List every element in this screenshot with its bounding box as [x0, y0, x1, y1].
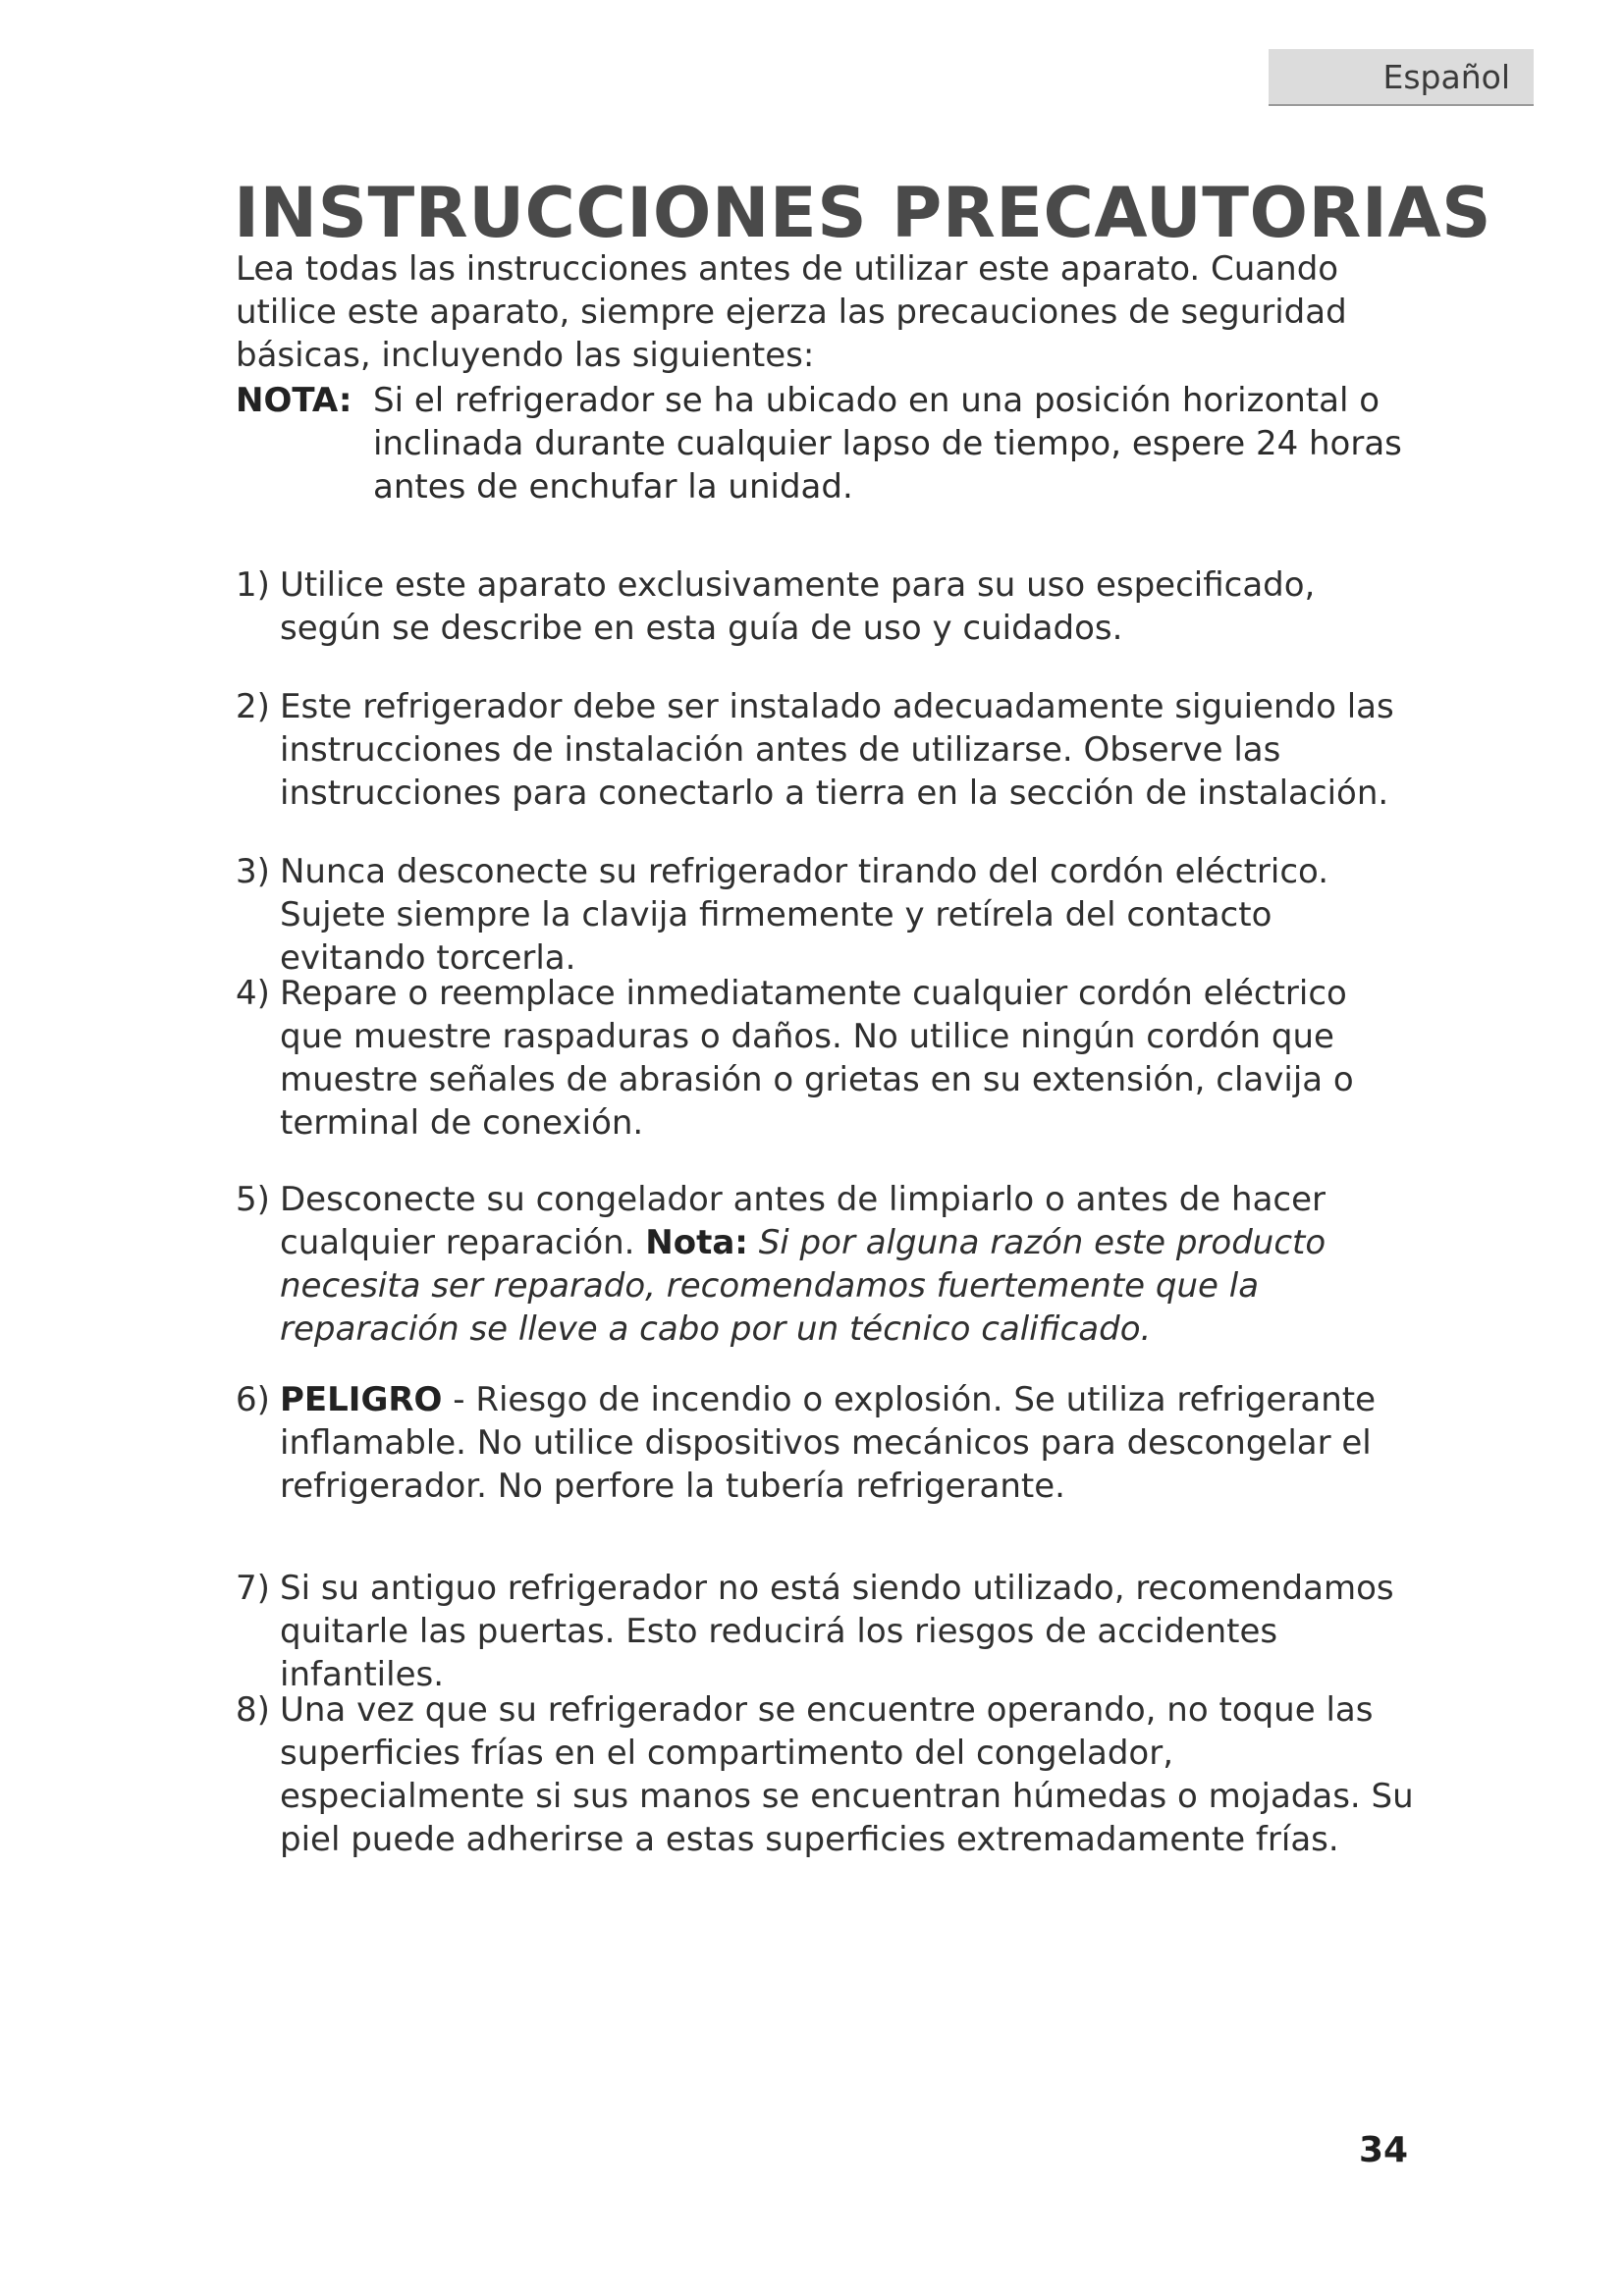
list-item-text [236, 1178, 1414, 1351]
list-item-number: 8) [236, 1690, 270, 1730]
language-tab: Español [1269, 49, 1534, 106]
note-text: Si el refrigerador se ha ubicado en una posición horizontal o inclinada durante cualquier lapso de tiempo, espere 24 horas antes de enchufar la unidad. [373, 381, 1402, 507]
list-item-text: Repare o reemplace inmediatamente cualquier cordón eléctrico que muestre raspaduras o daños. No utilice ningún cordón que muestre señales de abrasión o grietas en su extensión, clavija o terminal de conexión. [280, 974, 1354, 1143]
list-item-text [236, 1378, 1414, 1508]
danger-label: PELIGRO [280, 1380, 443, 1419]
note-block [236, 379, 1414, 508]
list-item [236, 850, 1414, 980]
list-item [236, 1178, 1414, 1351]
item-text-main: Desconecte su congelador antes de limpiarlo o antes de hacer cualquier reparación. [280, 1180, 1326, 1262]
page-title: INSTRUCCIONES PRECAUTORIAS [234, 173, 1492, 253]
note-label: NOTA: [236, 381, 352, 420]
list-item-number: 3) [236, 852, 270, 891]
list-item [236, 685, 1414, 815]
list-item-text: Este refrigerador debe ser instalado adecuadamente siguiendo las instrucciones de instalación antes de utilizarse. Observe las instrucciones para conectarlo a tierra en la sección de instalación. [280, 687, 1394, 813]
list-item-number: 6) [236, 1380, 270, 1419]
item-note-label: Nota: [645, 1223, 748, 1262]
list-item-text: Nunca desconecte su refrigerador tirando del cordón eléctrico. Sujete siempre la clavija firmemente y retírela del contacto evitando torcerla. [280, 852, 1329, 978]
list-item-text: Una vez que su refrigerador se encuentre operando, no toque las superficies frías en el compartimento del congelador, especialmente si sus manos se encuentran húmedas o mojadas. Su piel puede adherirse a estas superficies extremadamente frías. [280, 1690, 1414, 1859]
page-number: 34 [1359, 2130, 1409, 2170]
list-item-text: Utilice este aparato exclusivamente para su uso especificado, según se describe en esta guía de uso y cuidados. [280, 565, 1316, 648]
intro-paragraph: Lea todas las instrucciones antes de utilizar este aparato. Cuando utilice este aparato, siempre ejerza las precauciones de seguridad básicas, incluyendo las siguientes: [236, 249, 1347, 375]
list-item-number: 1) [236, 565, 270, 605]
list-item-text: Si su antiguo refrigerador no está siendo utilizado, recomendamos quitarle las puertas. Esto reducirá los riesgos de accidentes infantiles. [280, 1569, 1394, 1694]
list-item [236, 1567, 1414, 1696]
list-item [236, 1688, 1414, 1861]
item-note-text: Si por alguna razón este producto necesita ser reparado, recomendamos fuertemente que la reparación se lleve a cabo por un técnico calificado. [280, 1223, 1326, 1349]
list-item [236, 1378, 1414, 1508]
list-item-number: 5) [236, 1180, 270, 1219]
list-item [236, 563, 1414, 650]
list-item-number: 7) [236, 1569, 270, 1608]
list-item [236, 972, 1414, 1145]
item-text-main: - Riesgo de incendio o explosión. Se utiliza refrigerante inflamable. No utilice dispositivos mecánicos para descongelar el refrigerador. No perfore la tubería refrigerante. [280, 1380, 1377, 1506]
list-item-number: 2) [236, 687, 270, 726]
list-item-number: 4) [236, 974, 270, 1013]
